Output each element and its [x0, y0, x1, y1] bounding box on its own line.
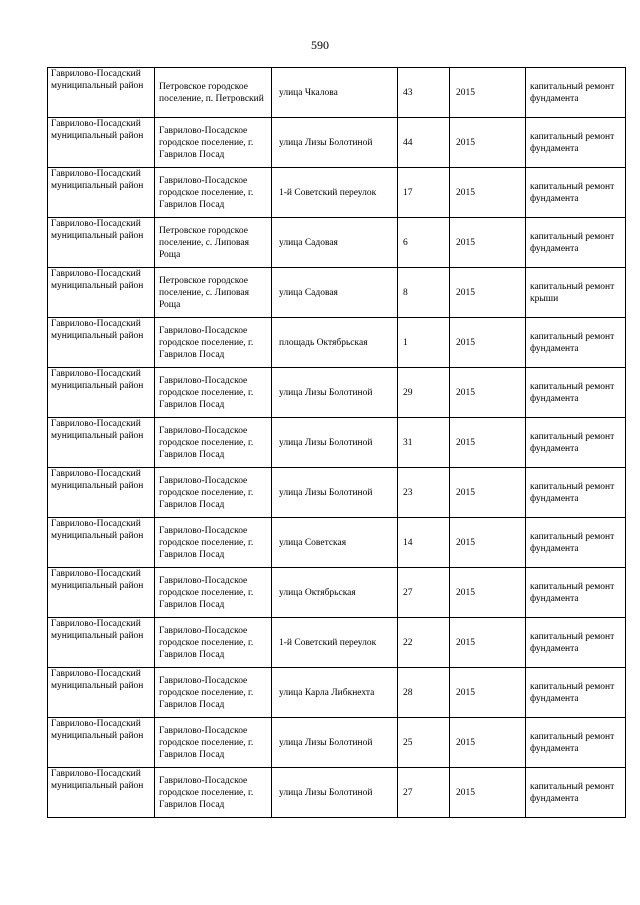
year-cell: 2015: [450, 668, 526, 718]
house-number-cell: 23: [398, 468, 450, 518]
district-cell: Гаврилово-Посадский муниципальный район: [48, 368, 155, 418]
house-number-cell: 6: [398, 218, 450, 268]
table-row: [48, 718, 626, 768]
table-row: [48, 518, 626, 568]
table-row: [48, 68, 626, 118]
year-cell: 2015: [450, 568, 526, 618]
work-type-cell: капитальный ремонт фундамента: [526, 768, 626, 818]
settlement-cell: Петровское городское поселение, п. Петровский: [155, 68, 272, 118]
year-cell: 2015: [450, 318, 526, 368]
table-body: [48, 68, 626, 818]
house-number-cell: 44: [398, 118, 450, 168]
house-number-cell: 29: [398, 368, 450, 418]
street-cell: 1-й Советский переулок: [272, 168, 398, 218]
house-number-cell: 14: [398, 518, 450, 568]
street-cell: улица Лизы Болотиной: [272, 118, 398, 168]
work-type-cell: капитальный ремонт фундамента: [526, 68, 626, 118]
settlement-cell: Гаврилово-Посадское городское поселение, г. Гаврилов Посад: [155, 718, 272, 768]
house-number-cell: 27: [398, 768, 450, 818]
table-row: [48, 218, 626, 268]
table-row: [48, 418, 626, 468]
table-row: [48, 168, 626, 218]
work-type-cell: капитальный ремонт крыши: [526, 268, 626, 318]
district-cell: Гаврилово-Посадский муниципальный район: [48, 318, 155, 368]
settlement-cell: Гаврилово-Посадское городское поселение, г. Гаврилов Посад: [155, 418, 272, 468]
settlement-cell: Гаврилово-Посадское городское поселение, г. Гаврилов Посад: [155, 468, 272, 518]
settlement-cell: Петровское городское поселение, с. Липовая Роща: [155, 218, 272, 268]
settlement-cell: Петровское городское поселение, с. Липовая Роща: [155, 268, 272, 318]
settlement-cell: Гаврилово-Посадское городское поселение, г. Гаврилов Посад: [155, 118, 272, 168]
work-type-cell: капитальный ремонт фундамента: [526, 418, 626, 468]
street-cell: улица Лизы Болотиной: [272, 368, 398, 418]
year-cell: 2015: [450, 118, 526, 168]
table-row: [48, 468, 626, 518]
street-cell: улица Карла Либкнехта: [272, 668, 398, 718]
house-number-cell: 27: [398, 568, 450, 618]
year-cell: 2015: [450, 618, 526, 668]
district-cell: Гаврилово-Посадский муниципальный район: [48, 168, 155, 218]
table-row: [48, 368, 626, 418]
work-type-cell: капитальный ремонт фундамента: [526, 618, 626, 668]
house-number-cell: 17: [398, 168, 450, 218]
table-row: [48, 568, 626, 618]
district-cell: Гаврилово-Посадский муниципальный район: [48, 268, 155, 318]
district-cell: Гаврилово-Посадский муниципальный район: [48, 468, 155, 518]
district-cell: Гаврилово-Посадский муниципальный район: [48, 68, 155, 118]
work-type-cell: капитальный ремонт фундамента: [526, 668, 626, 718]
street-cell: улица Садовая: [272, 218, 398, 268]
street-cell: улица Лизы Болотиной: [272, 768, 398, 818]
district-cell: Гаврилово-Посадский муниципальный район: [48, 218, 155, 268]
work-type-cell: капитальный ремонт фундамента: [526, 218, 626, 268]
year-cell: 2015: [450, 418, 526, 468]
settlement-cell: Гаврилово-Посадское городское поселение, г. Гаврилов Посад: [155, 618, 272, 668]
street-cell: площадь Октябрьская: [272, 318, 398, 368]
street-cell: улица Октябрьская: [272, 568, 398, 618]
street-cell: улица Лизы Болотиной: [272, 718, 398, 768]
district-cell: Гаврилово-Посадский муниципальный район: [48, 568, 155, 618]
year-cell: 2015: [450, 68, 526, 118]
repair-program-table: [47, 67, 626, 818]
district-cell: Гаврилово-Посадский муниципальный район: [48, 518, 155, 568]
district-cell: Гаврилово-Посадский муниципальный район: [48, 718, 155, 768]
work-type-cell: капитальный ремонт фундамента: [526, 168, 626, 218]
year-cell: 2015: [450, 468, 526, 518]
year-cell: 2015: [450, 718, 526, 768]
settlement-cell: Гаврилово-Посадское городское поселение, г. Гаврилов Посад: [155, 568, 272, 618]
district-cell: Гаврилово-Посадский муниципальный район: [48, 118, 155, 168]
year-cell: 2015: [450, 168, 526, 218]
house-number-cell: 31: [398, 418, 450, 468]
district-cell: Гаврилово-Посадский муниципальный район: [48, 668, 155, 718]
district-cell: Гаврилово-Посадский муниципальный район: [48, 768, 155, 818]
district-cell: Гаврилово-Посадский муниципальный район: [48, 618, 155, 668]
table-row: [48, 618, 626, 668]
street-cell: улица Лизы Болотиной: [272, 468, 398, 518]
work-type-cell: капитальный ремонт фундамента: [526, 368, 626, 418]
table-row: [48, 668, 626, 718]
house-number-cell: 22: [398, 618, 450, 668]
work-type-cell: капитальный ремонт фундамента: [526, 468, 626, 518]
settlement-cell: Гаврилово-Посадское городское поселение, г. Гаврилов Посад: [155, 668, 272, 718]
table-row: [48, 318, 626, 368]
street-cell: 1-й Советский переулок: [272, 618, 398, 668]
work-type-cell: капитальный ремонт фундамента: [526, 518, 626, 568]
house-number-cell: 1: [398, 318, 450, 368]
settlement-cell: Гаврилово-Посадское городское поселение, г. Гаврилов Посад: [155, 768, 272, 818]
street-cell: улица Лизы Болотиной: [272, 418, 398, 468]
settlement-cell: Гаврилово-Посадское городское поселение, г. Гаврилов Посад: [155, 318, 272, 368]
work-type-cell: капитальный ремонт фундамента: [526, 118, 626, 168]
page-number: 590: [311, 38, 329, 52]
district-cell: Гаврилово-Посадский муниципальный район: [48, 418, 155, 468]
house-number-cell: 8: [398, 268, 450, 318]
settlement-cell: Гаврилово-Посадское городское поселение, г. Гаврилов Посад: [155, 518, 272, 568]
street-cell: улица Советская: [272, 518, 398, 568]
house-number-cell: 25: [398, 718, 450, 768]
settlement-cell: Гаврилово-Посадское городское поселение, г. Гаврилов Посад: [155, 168, 272, 218]
house-number-cell: 28: [398, 668, 450, 718]
house-number-cell: 43: [398, 68, 450, 118]
street-cell: улица Садовая: [272, 268, 398, 318]
settlement-cell: Гаврилово-Посадское городское поселение, г. Гаврилов Посад: [155, 368, 272, 418]
table-row: [48, 118, 626, 168]
table-row: [48, 768, 626, 818]
year-cell: 2015: [450, 518, 526, 568]
year-cell: 2015: [450, 368, 526, 418]
year-cell: 2015: [450, 768, 526, 818]
work-type-cell: капитальный ремонт фундамента: [526, 568, 626, 618]
work-type-cell: капитальный ремонт фундамента: [526, 718, 626, 768]
work-type-cell: капитальный ремонт фундамента: [526, 318, 626, 368]
table-row: [48, 268, 626, 318]
year-cell: 2015: [450, 268, 526, 318]
year-cell: 2015: [450, 218, 526, 268]
street-cell: улица Чкалова: [272, 68, 398, 118]
